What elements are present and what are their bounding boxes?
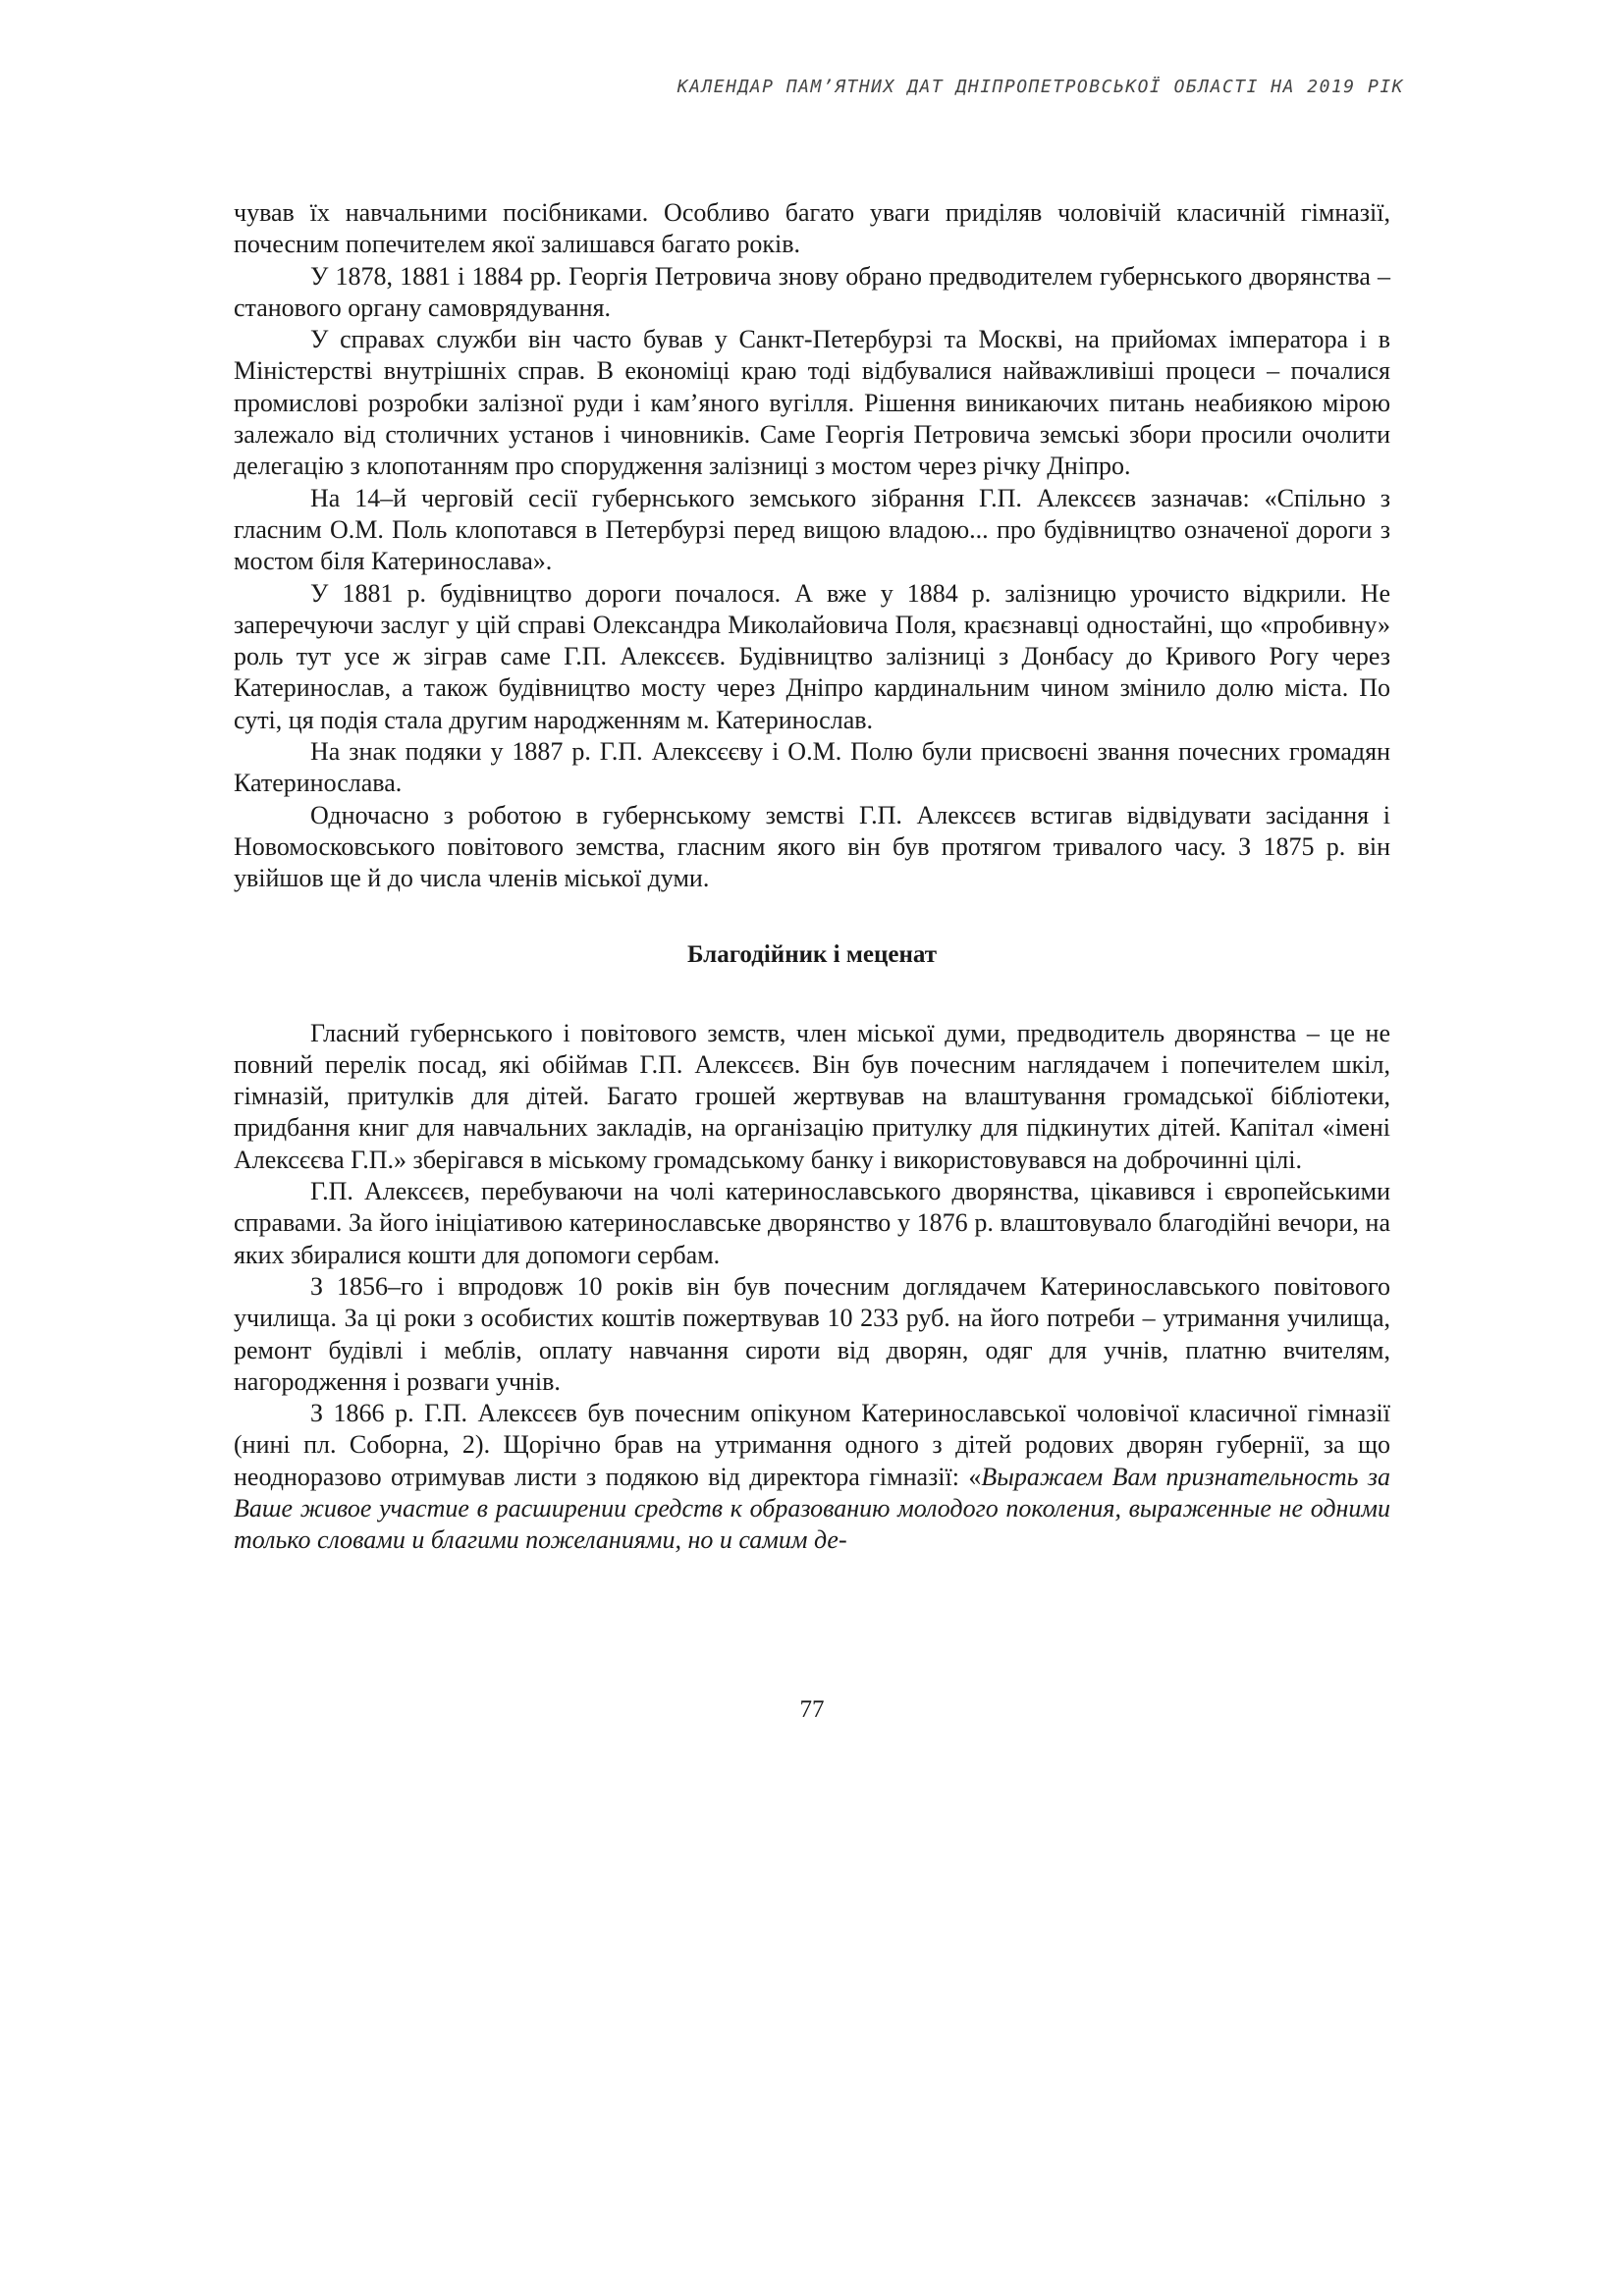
section-heading: Благодійник і меценат xyxy=(686,940,938,968)
paragraph-continuation: чував їх навчальними посібниками. Особливо багато уваги приділяв чоловічій класичній гімназії, почесним попечителем якої залишався багато років. xyxy=(234,198,1390,259)
paragraph: Г.П. Алексєєв, перебуваючи на чолі катеринославського дворянства, цікавився і європейськими справами. За його ініціативою катеринославське дворянство у 1876 р. влаштовувало благодійні вечори, на яких збиралися кошти для допомоги сербам. xyxy=(234,1177,1390,1269)
page-body xyxy=(234,197,1390,1557)
page-number: 77 xyxy=(799,1696,825,1723)
paragraph: У 1878, 1881 і 1884 рр. Георгія Петровича знову обрано предводителем губернського дворянства – станового органу самоврядування. xyxy=(234,261,1390,322)
paragraph: У справах служби він часто бував у Санкт-Петербурзі та Москві, на прийомах імператора і в Міністерстві внутрішніх справ. В економіці краю тоді відбувалися найважливіші процеси – почалися промислові розробки залізної руди і кам’яного вугілля. Рішення виникаючих питань неабиякою мірою залежало від столичних установ і чиновників. Саме Георгія Петровича земські збори просили очолити делегацію з клопотанням про спорудження залізниці з мостом через річку Дніпро. xyxy=(234,325,1390,481)
italic-quote: Выражаем Вам признательность за Ваше живое участие в расширении средств к образованию молодого поколения, выраженные не одними только словами и благими пожеланиями, но и самим де- xyxy=(234,1462,1390,1555)
paragraph-with-quote xyxy=(234,1398,1390,1556)
paragraph: У 1881 р. будівництво дороги почалося. А вже у 1884 р. залізницю урочисто відкрили. Не заперечуючи заслуг у цій справі Олександра Миколайовича Поля, краєзнавці одностайні, що «пробивну» роль тут усе ж зіграв саме Г.П. Алексєєв. Будівництво залізниці з Донбасу до Кривого Рогу через Катеринослав, а також будівництво мосту через Дніпро кардинальним чином змінило долю міста. По суті, ця подія стала другим народженням м. Катеринослав. xyxy=(234,578,1390,734)
paragraph: Гласний губернського і повітового земств, член міської думи, предводитель дворянства – це не повний перелік посад, які обіймав Г.П. Алексєєв. Він був почесним наглядачем і попечителем шкіл, гімназій, притулків для дітей. Багато грошей жертвував на влаштування громадської бібліотеки, придбання книг для навчальних закладів, на організацію притулку для підкинутих дітей. Капітал «імені Алексєєва Г.П.» зберігався в міському громадському банку і використовувався на доброчинні цілі. xyxy=(234,1018,1390,1174)
paragraph-text: З 1866 р. Г.П. Алексєєв був почесним опікуном Катеринославської чоловічої класичної гімназії (нині пл. Соборна, 2). Щорічно брав на утримання одного з дітей родових дворян губернії, за що неодноразово отримував листи з подякою від директора гімназії: « xyxy=(234,1399,1390,1491)
paragraph: На 14–й черговій сесії губернського земського зібрання Г.П. Алексєєв зазначав: «Спільно з гласним О.М. Поль клопотався в Петербурзі перед вищою владою... про будівництво означеної дороги з мостом біля Катеринослава». xyxy=(234,483,1390,576)
running-header: КАЛЕНДАР ПАМ’ЯТНИХ ДАТ ДНІПРОПЕТРОВСЬКОЇ ОБЛАСТІ НА 2019 РІК xyxy=(677,77,1404,97)
paragraph: З 1856–го і впродовж 10 років він був почесним доглядачем Катеринославського повітового училища. За ці роки з особистих коштів пожертвував 10 233 руб. на його потреби – утримання училища, ремонт будівлі і меблів, оплату навчання сироти від дворян, одяг для учнів, платню вчителям, нагородження і розваги учнів. xyxy=(234,1271,1390,1396)
paragraph: На знак подяки у 1887 р. Г.П. Алексєєву і О.М. Полю були присвоєні звання почесних громадян Катеринослава. xyxy=(234,737,1390,798)
paragraph: Одночасно з роботою в губернському земстві Г.П. Алексєєв встигав відвідувати засідання і Новомосковського повітового земства, гласним якого він був протягом тривалого часу. З 1875 р. він увійшов ще й до числа членів міської думи. xyxy=(234,800,1390,893)
